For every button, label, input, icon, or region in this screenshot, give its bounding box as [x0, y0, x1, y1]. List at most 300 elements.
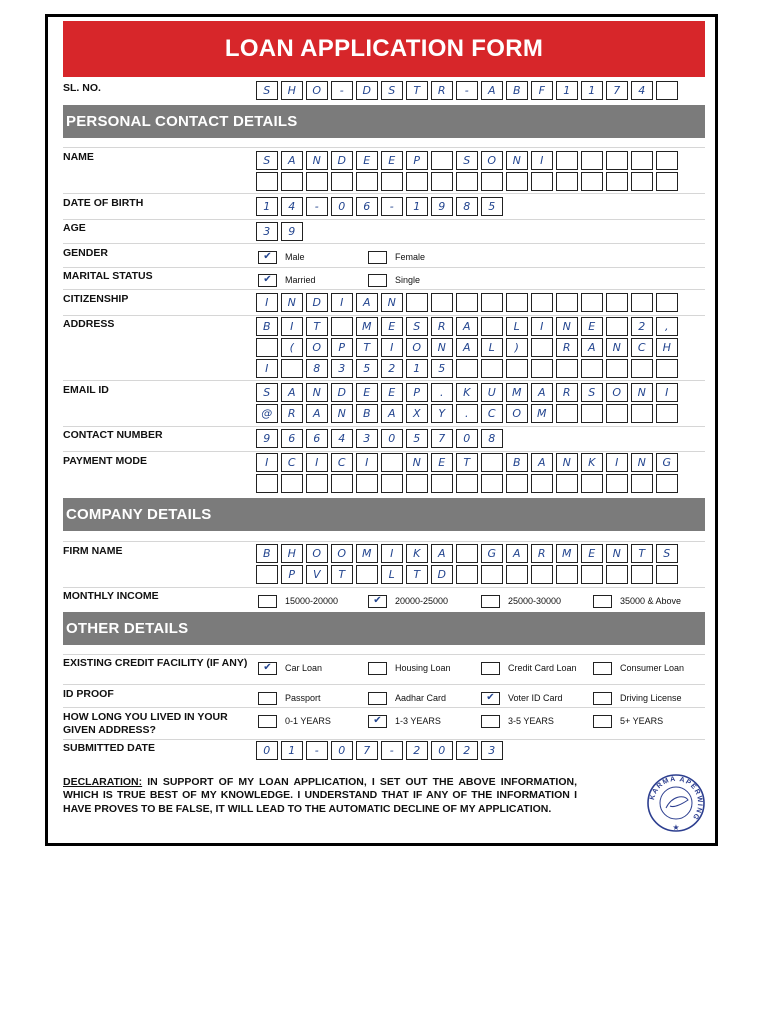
credit-option-housing-loan[interactable]: [368, 660, 451, 676]
gender-option-female[interactable]: [368, 249, 425, 265]
char-box[interactable]: 9: [431, 197, 453, 216]
char-box[interactable]: (: [281, 338, 303, 357]
checkbox-income-2[interactable]: ✔: [368, 595, 387, 608]
char-box[interactable]: 0: [256, 741, 278, 760]
sl-no-boxes[interactable]: [256, 81, 681, 101]
char-box[interactable]: A: [381, 404, 403, 423]
char-box[interactable]: [306, 172, 328, 191]
char-box[interactable]: [581, 474, 603, 493]
name-boxes-row-2[interactable]: [256, 172, 681, 192]
char-box[interactable]: .: [456, 404, 478, 423]
char-box[interactable]: I: [306, 453, 328, 472]
char-box[interactable]: [431, 172, 453, 191]
char-box[interactable]: I: [381, 544, 403, 563]
income-option-4[interactable]: [593, 593, 681, 609]
char-box[interactable]: [481, 453, 503, 472]
char-box[interactable]: 9: [256, 429, 278, 448]
char-box[interactable]: [606, 172, 628, 191]
char-box[interactable]: [656, 474, 678, 493]
char-box[interactable]: I: [331, 293, 353, 312]
char-box[interactable]: [431, 293, 453, 312]
char-box[interactable]: P: [331, 338, 353, 357]
char-box[interactable]: E: [356, 151, 378, 170]
char-box[interactable]: [406, 474, 428, 493]
char-box[interactable]: [481, 565, 503, 584]
char-box[interactable]: [481, 172, 503, 191]
char-box[interactable]: M: [356, 317, 378, 336]
income-option-2[interactable]: [368, 593, 448, 609]
income-option-3[interactable]: [481, 593, 561, 609]
address-boxes-row-2[interactable]: [256, 338, 681, 358]
char-box[interactable]: I: [531, 151, 553, 170]
char-box[interactable]: -: [306, 197, 328, 216]
char-box[interactable]: T: [406, 81, 428, 100]
char-box[interactable]: 4: [331, 429, 353, 448]
char-box[interactable]: [531, 565, 553, 584]
char-box[interactable]: T: [306, 317, 328, 336]
char-box[interactable]: O: [306, 338, 328, 357]
char-box[interactable]: S: [406, 317, 428, 336]
char-box[interactable]: F: [531, 81, 553, 100]
char-box[interactable]: -: [306, 741, 328, 760]
char-box[interactable]: 0: [331, 741, 353, 760]
char-box[interactable]: [631, 359, 653, 378]
char-box[interactable]: N: [281, 293, 303, 312]
char-box[interactable]: [556, 151, 578, 170]
char-box[interactable]: [256, 172, 278, 191]
char-box[interactable]: [381, 453, 403, 472]
firm-name-boxes-row-2[interactable]: [256, 565, 681, 585]
char-box[interactable]: .: [431, 383, 453, 402]
char-box[interactable]: [331, 172, 353, 191]
char-box[interactable]: 0: [381, 429, 403, 448]
char-box[interactable]: E: [431, 453, 453, 472]
char-box[interactable]: [606, 359, 628, 378]
char-box[interactable]: 5: [406, 429, 428, 448]
char-box[interactable]: R: [431, 81, 453, 100]
char-box[interactable]: 5: [431, 359, 453, 378]
char-box[interactable]: 7: [356, 741, 378, 760]
char-box[interactable]: [456, 544, 478, 563]
char-box[interactable]: N: [631, 383, 653, 402]
char-box[interactable]: E: [381, 317, 403, 336]
char-box[interactable]: -: [331, 81, 353, 100]
checkbox-lived-3-5[interactable]: [481, 715, 500, 728]
char-box[interactable]: A: [531, 453, 553, 472]
age-boxes[interactable]: [256, 222, 306, 242]
char-box[interactable]: [481, 359, 503, 378]
char-box[interactable]: [456, 359, 478, 378]
checkbox-voter-id[interactable]: ✔: [481, 692, 500, 705]
char-box[interactable]: T: [331, 565, 353, 584]
char-box[interactable]: S: [656, 544, 678, 563]
char-box[interactable]: [581, 404, 603, 423]
checkbox-aadhar[interactable]: [368, 692, 387, 705]
char-box[interactable]: [481, 474, 503, 493]
char-box[interactable]: [506, 474, 528, 493]
char-box[interactable]: N: [631, 453, 653, 472]
char-box[interactable]: N: [406, 453, 428, 472]
char-box[interactable]: [256, 474, 278, 493]
char-box[interactable]: L: [381, 565, 403, 584]
char-box[interactable]: [581, 172, 603, 191]
char-box[interactable]: O: [606, 383, 628, 402]
char-box[interactable]: [531, 359, 553, 378]
char-box[interactable]: [506, 293, 528, 312]
char-box[interactable]: M: [556, 544, 578, 563]
char-box[interactable]: 5: [356, 359, 378, 378]
char-box[interactable]: O: [481, 151, 503, 170]
char-box[interactable]: 1: [581, 81, 603, 100]
char-box[interactable]: N: [606, 338, 628, 357]
char-box[interactable]: S: [256, 383, 278, 402]
char-box[interactable]: 4: [281, 197, 303, 216]
address-boxes-row-3[interactable]: [256, 359, 681, 379]
checkbox-male[interactable]: ✔: [258, 251, 277, 264]
checkbox-lived-1-3[interactable]: ✔: [368, 715, 387, 728]
char-box[interactable]: V: [306, 565, 328, 584]
checkbox-lived-0-1[interactable]: [258, 715, 277, 728]
char-box[interactable]: [606, 151, 628, 170]
checkbox-housing-loan[interactable]: [368, 662, 387, 675]
char-box[interactable]: P: [406, 151, 428, 170]
char-box[interactable]: T: [356, 338, 378, 357]
char-box[interactable]: P: [281, 565, 303, 584]
id-option-passport[interactable]: [258, 690, 321, 706]
char-box[interactable]: O: [306, 81, 328, 100]
payment-mode-boxes-row-2[interactable]: [256, 474, 681, 494]
char-box[interactable]: [581, 565, 603, 584]
char-box[interactable]: N: [606, 544, 628, 563]
char-box[interactable]: [656, 404, 678, 423]
char-box[interactable]: L: [481, 338, 503, 357]
char-box[interactable]: [456, 293, 478, 312]
char-box[interactable]: 1: [281, 741, 303, 760]
char-box[interactable]: M: [506, 383, 528, 402]
char-box[interactable]: I: [531, 317, 553, 336]
char-box[interactable]: [431, 474, 453, 493]
char-box[interactable]: P: [406, 383, 428, 402]
char-box[interactable]: -: [456, 81, 478, 100]
char-box[interactable]: D: [431, 565, 453, 584]
char-box[interactable]: A: [581, 338, 603, 357]
char-box[interactable]: N: [331, 404, 353, 423]
char-box[interactable]: I: [256, 359, 278, 378]
char-box[interactable]: 9: [281, 222, 303, 241]
char-box[interactable]: 2: [456, 741, 478, 760]
marital-option-married[interactable]: [258, 272, 316, 288]
char-box[interactable]: A: [306, 404, 328, 423]
checkbox-married[interactable]: ✔: [258, 274, 277, 287]
char-box[interactable]: 4: [631, 81, 653, 100]
char-box[interactable]: [606, 293, 628, 312]
char-box[interactable]: 8: [481, 429, 503, 448]
char-box[interactable]: S: [381, 81, 403, 100]
char-box[interactable]: [631, 474, 653, 493]
char-box[interactable]: S: [456, 151, 478, 170]
char-box[interactable]: [406, 293, 428, 312]
char-box[interactable]: [581, 151, 603, 170]
char-box[interactable]: 0: [456, 429, 478, 448]
payment-mode-boxes-row-1[interactable]: [256, 453, 681, 473]
char-box[interactable]: O: [506, 404, 528, 423]
char-box[interactable]: M: [531, 404, 553, 423]
char-box[interactable]: D: [356, 81, 378, 100]
char-box[interactable]: C: [481, 404, 503, 423]
char-box[interactable]: K: [456, 383, 478, 402]
char-box[interactable]: [631, 404, 653, 423]
char-box[interactable]: [581, 359, 603, 378]
char-box[interactable]: 0: [431, 741, 453, 760]
char-box[interactable]: [481, 317, 503, 336]
char-box[interactable]: T: [456, 453, 478, 472]
char-box[interactable]: [556, 404, 578, 423]
char-box[interactable]: 8: [306, 359, 328, 378]
char-box[interactable]: 0: [331, 197, 353, 216]
char-box[interactable]: [531, 338, 553, 357]
char-box[interactable]: ): [506, 338, 528, 357]
char-box[interactable]: 2: [406, 741, 428, 760]
char-box[interactable]: [556, 359, 578, 378]
char-box[interactable]: A: [456, 338, 478, 357]
char-box[interactable]: [456, 474, 478, 493]
char-box[interactable]: H: [281, 544, 303, 563]
checkbox-credit-card-loan[interactable]: [481, 662, 500, 675]
char-box[interactable]: K: [406, 544, 428, 563]
char-box[interactable]: [656, 172, 678, 191]
char-box[interactable]: ,: [656, 317, 678, 336]
char-box[interactable]: [556, 172, 578, 191]
char-box[interactable]: [606, 404, 628, 423]
char-box[interactable]: [631, 151, 653, 170]
char-box[interactable]: 2: [631, 317, 653, 336]
char-box[interactable]: H: [281, 81, 303, 100]
char-box[interactable]: [656, 81, 678, 100]
id-option-aadhar[interactable]: [368, 690, 446, 706]
submitted-date-boxes[interactable]: [256, 741, 506, 761]
char-box[interactable]: A: [431, 544, 453, 563]
char-box[interactable]: [281, 172, 303, 191]
char-box[interactable]: I: [356, 453, 378, 472]
char-box[interactable]: R: [531, 544, 553, 563]
char-box[interactable]: [531, 172, 553, 191]
char-box[interactable]: D: [331, 383, 353, 402]
char-box[interactable]: A: [456, 317, 478, 336]
char-box[interactable]: O: [331, 544, 353, 563]
char-box[interactable]: C: [331, 453, 353, 472]
marital-option-single[interactable]: [368, 272, 420, 288]
char-box[interactable]: N: [306, 383, 328, 402]
char-box[interactable]: O: [306, 544, 328, 563]
char-box[interactable]: E: [581, 544, 603, 563]
income-option-1[interactable]: [258, 593, 338, 609]
char-box[interactable]: [606, 474, 628, 493]
char-box[interactable]: [256, 338, 278, 357]
char-box[interactable]: [656, 293, 678, 312]
char-box[interactable]: B: [356, 404, 378, 423]
char-box[interactable]: [456, 565, 478, 584]
char-box[interactable]: I: [606, 453, 628, 472]
id-option-driving-license[interactable]: [593, 690, 682, 706]
char-box[interactable]: 3: [481, 741, 503, 760]
char-box[interactable]: 1: [406, 359, 428, 378]
char-box[interactable]: [631, 172, 653, 191]
lived-option-1-3[interactable]: [368, 713, 441, 729]
char-box[interactable]: 6: [356, 197, 378, 216]
char-box[interactable]: N: [506, 151, 528, 170]
char-box[interactable]: T: [406, 565, 428, 584]
char-box[interactable]: B: [506, 81, 528, 100]
char-box[interactable]: 5: [481, 197, 503, 216]
credit-option-credit-card-loan[interactable]: [481, 660, 577, 676]
char-box[interactable]: S: [581, 383, 603, 402]
char-box[interactable]: T: [631, 544, 653, 563]
char-box[interactable]: 2: [381, 359, 403, 378]
char-box[interactable]: [406, 172, 428, 191]
char-box[interactable]: N: [431, 338, 453, 357]
char-box[interactable]: E: [581, 317, 603, 336]
char-box[interactable]: N: [556, 317, 578, 336]
char-box[interactable]: [481, 293, 503, 312]
char-box[interactable]: I: [281, 317, 303, 336]
char-box[interactable]: N: [556, 453, 578, 472]
char-box[interactable]: E: [356, 383, 378, 402]
char-box[interactable]: A: [531, 383, 553, 402]
char-box[interactable]: [281, 359, 303, 378]
char-box[interactable]: [381, 474, 403, 493]
char-box[interactable]: C: [631, 338, 653, 357]
checkbox-female[interactable]: [368, 251, 387, 264]
char-box[interactable]: [331, 317, 353, 336]
char-box[interactable]: 3: [256, 222, 278, 241]
address-boxes-row-1[interactable]: [256, 317, 681, 337]
dob-boxes[interactable]: [256, 197, 506, 217]
checkbox-consumer-loan[interactable]: [593, 662, 612, 675]
char-box[interactable]: I: [656, 383, 678, 402]
char-box[interactable]: E: [381, 151, 403, 170]
char-box[interactable]: B: [506, 453, 528, 472]
char-box[interactable]: [631, 565, 653, 584]
char-box[interactable]: -: [381, 741, 403, 760]
char-box[interactable]: [356, 172, 378, 191]
checkbox-driving-license[interactable]: [593, 692, 612, 705]
contact-number-boxes[interactable]: [256, 429, 506, 449]
char-box[interactable]: N: [306, 151, 328, 170]
char-box[interactable]: [281, 474, 303, 493]
char-box[interactable]: C: [281, 453, 303, 472]
char-box[interactable]: G: [481, 544, 503, 563]
char-box[interactable]: [631, 293, 653, 312]
char-box[interactable]: I: [381, 338, 403, 357]
checkbox-car-loan[interactable]: ✔: [258, 662, 277, 675]
char-box[interactable]: X: [406, 404, 428, 423]
char-box[interactable]: [581, 293, 603, 312]
checkbox-passport[interactable]: [258, 692, 277, 705]
char-box[interactable]: A: [506, 544, 528, 563]
char-box[interactable]: 1: [406, 197, 428, 216]
char-box[interactable]: [531, 474, 553, 493]
char-box[interactable]: R: [281, 404, 303, 423]
char-box[interactable]: [506, 359, 528, 378]
char-box[interactable]: [431, 151, 453, 170]
char-box[interactable]: H: [656, 338, 678, 357]
char-box[interactable]: 1: [556, 81, 578, 100]
char-box[interactable]: 6: [306, 429, 328, 448]
char-box[interactable]: I: [256, 453, 278, 472]
char-box[interactable]: [356, 474, 378, 493]
char-box[interactable]: -: [381, 197, 403, 216]
char-box[interactable]: [531, 293, 553, 312]
char-box[interactable]: R: [556, 338, 578, 357]
char-box[interactable]: @: [256, 404, 278, 423]
char-box[interactable]: [656, 151, 678, 170]
email-boxes-row-1[interactable]: [256, 383, 681, 403]
char-box[interactable]: N: [381, 293, 403, 312]
char-box[interactable]: [606, 565, 628, 584]
credit-option-car-loan[interactable]: [258, 660, 322, 676]
char-box[interactable]: S: [256, 81, 278, 100]
char-box[interactable]: [556, 293, 578, 312]
gender-option-male[interactable]: [258, 249, 305, 265]
char-box[interactable]: A: [281, 383, 303, 402]
checkbox-income-1[interactable]: [258, 595, 277, 608]
char-box[interactable]: [256, 565, 278, 584]
char-box[interactable]: M: [356, 544, 378, 563]
lived-option-5-plus[interactable]: [593, 713, 663, 729]
char-box[interactable]: [656, 565, 678, 584]
lived-option-3-5[interactable]: [481, 713, 554, 729]
id-option-voter-id[interactable]: [481, 690, 563, 706]
char-box[interactable]: [331, 474, 353, 493]
char-box[interactable]: 1: [256, 197, 278, 216]
char-box[interactable]: R: [431, 317, 453, 336]
checkbox-lived-5-plus[interactable]: [593, 715, 612, 728]
char-box[interactable]: B: [256, 544, 278, 563]
email-boxes-row-2[interactable]: [256, 404, 681, 424]
char-box[interactable]: [306, 474, 328, 493]
char-box[interactable]: R: [556, 383, 578, 402]
lived-option-0-1[interactable]: [258, 713, 331, 729]
char-box[interactable]: [656, 359, 678, 378]
char-box[interactable]: L: [506, 317, 528, 336]
char-box[interactable]: A: [481, 81, 503, 100]
char-box[interactable]: K: [581, 453, 603, 472]
firm-name-boxes-row-1[interactable]: [256, 544, 681, 564]
checkbox-single[interactable]: [368, 274, 387, 287]
char-box[interactable]: [556, 565, 578, 584]
char-box[interactable]: B: [256, 317, 278, 336]
char-box[interactable]: [356, 565, 378, 584]
char-box[interactable]: Y: [431, 404, 453, 423]
char-box[interactable]: [556, 474, 578, 493]
checkbox-income-3[interactable]: [481, 595, 500, 608]
char-box[interactable]: [506, 172, 528, 191]
char-box[interactable]: S: [256, 151, 278, 170]
char-box[interactable]: [456, 172, 478, 191]
char-box[interactable]: U: [481, 383, 503, 402]
char-box[interactable]: A: [281, 151, 303, 170]
char-box[interactable]: 8: [456, 197, 478, 216]
char-box[interactable]: 3: [356, 429, 378, 448]
checkbox-income-4[interactable]: [593, 595, 612, 608]
char-box[interactable]: 6: [281, 429, 303, 448]
char-box[interactable]: O: [406, 338, 428, 357]
char-box[interactable]: 7: [606, 81, 628, 100]
name-boxes-row-1[interactable]: [256, 151, 681, 171]
char-box[interactable]: E: [381, 383, 403, 402]
char-box[interactable]: [381, 172, 403, 191]
char-box[interactable]: D: [331, 151, 353, 170]
